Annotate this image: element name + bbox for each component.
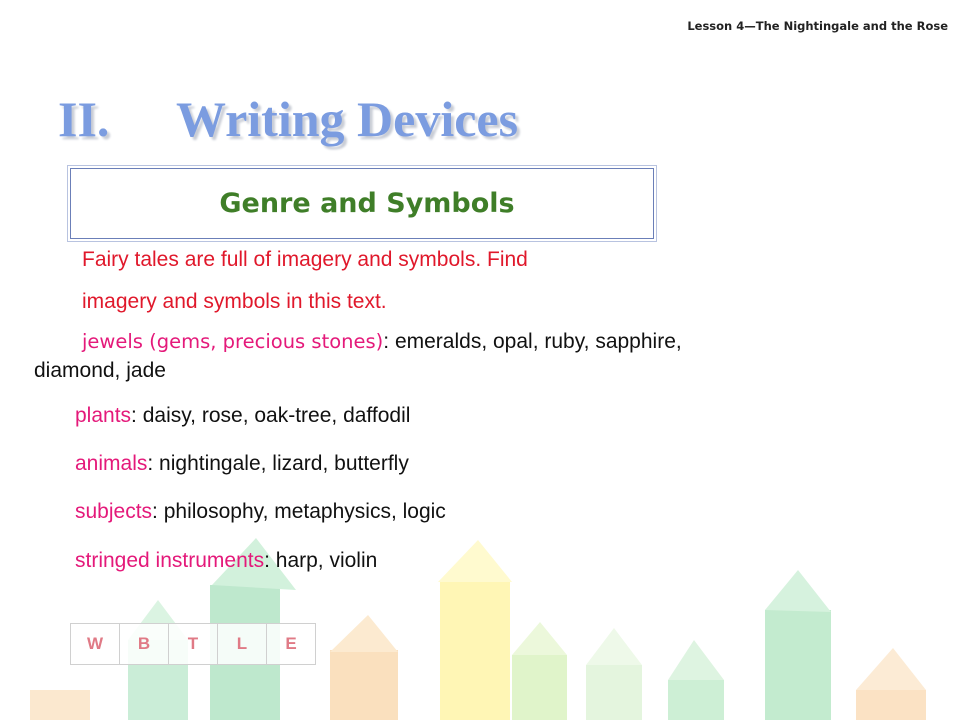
category-plants — [75, 404, 410, 428]
category-items: : philosophy, metaphysics, logic — [152, 500, 446, 523]
pencil-icon — [330, 615, 398, 720]
category-stringed-instruments — [75, 549, 377, 573]
category-items: : emeralds, opal, ruby, sapphire, diamond, jade — [34, 330, 682, 382]
subtitle-box — [70, 168, 654, 239]
category-items: : harp, violin — [264, 549, 378, 572]
intro-line-2: imagery and symbols in this text. — [82, 290, 387, 313]
category-animals — [75, 452, 409, 476]
pencil-icon — [512, 622, 567, 720]
category-label: subjects — [75, 500, 153, 523]
pencil-icon — [856, 648, 926, 720]
section-title-text: Writing Devices — [176, 91, 519, 147]
pencil-icon — [586, 628, 642, 720]
category-subjects — [75, 500, 446, 524]
nav-button-e[interactable]: E — [285, 634, 297, 653]
category-items: : nightingale, lizard, butterfly — [147, 452, 409, 475]
lesson-header: Lesson 4—The Nightingale and the Rose — [687, 19, 948, 33]
category-label: jewels (gems, precious stones) — [82, 330, 384, 353]
nav-bar — [70, 623, 316, 665]
intro-line-1: Fairy tales are full of imagery and symbols. Find — [82, 248, 528, 271]
nav-button-b[interactable]: B — [120, 624, 169, 664]
subtitle: Genre and Symbols — [219, 188, 515, 219]
section-title — [58, 90, 518, 148]
section-number: II. — [58, 91, 110, 147]
category-jewels — [34, 327, 734, 385]
pencil-icon — [668, 640, 724, 720]
category-label: animals — [75, 452, 148, 475]
category-label: plants — [75, 404, 132, 427]
nav-button-w[interactable]: W — [71, 624, 120, 664]
category-items: : daisy, rose, oak-tree, daffodil — [131, 404, 411, 427]
nav-button-t[interactable]: T — [169, 624, 218, 664]
pencil-icon — [765, 570, 831, 720]
nav-button-l[interactable]: L — [218, 624, 267, 664]
pencil-icon — [438, 540, 512, 720]
category-label: stringed instruments — [75, 549, 265, 572]
pencil-icon — [30, 690, 90, 720]
